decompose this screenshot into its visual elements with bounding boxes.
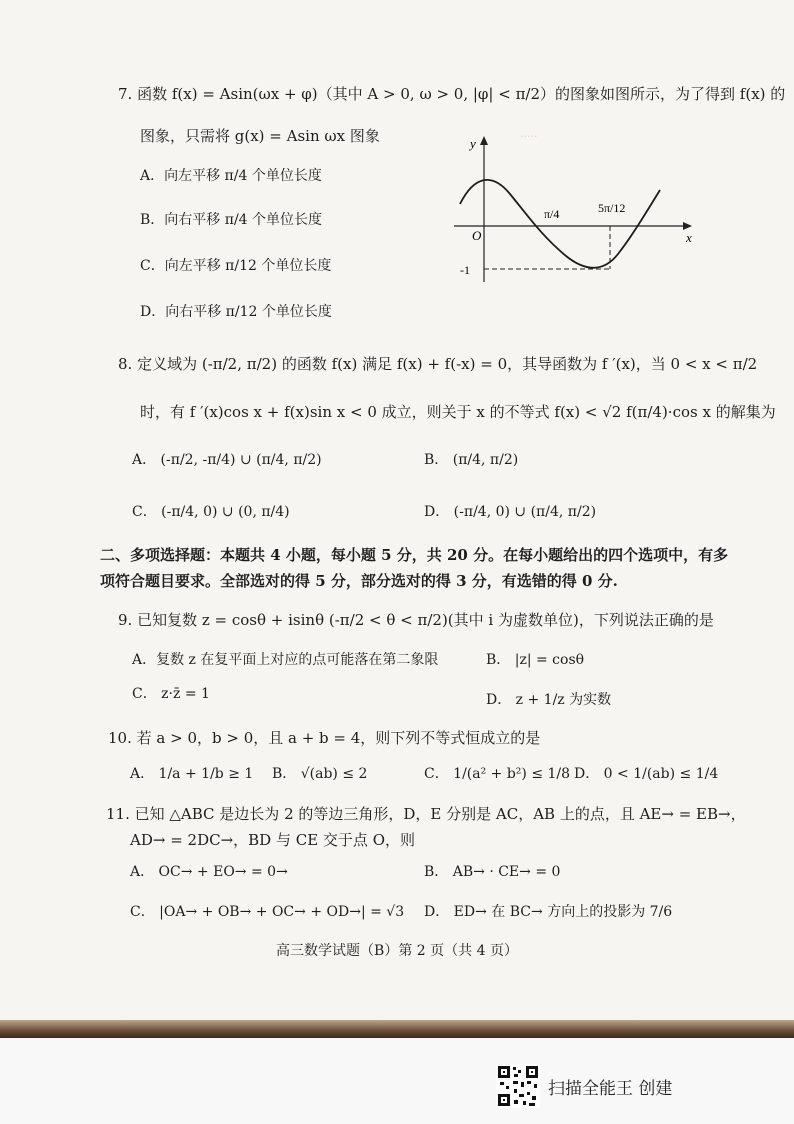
q7-option-b: B．向右平移 π/4 个单位长度 [140, 212, 323, 228]
graph-x-label: x [686, 230, 692, 245]
section2-line2: 项符合题目要求。全部选对的得 5 分，部分选对的得 3 分，有选错的得 0 分. [100, 572, 618, 590]
q7-sine-graph [448, 132, 698, 292]
q9-option-b: B． |z| = cosθ [486, 652, 585, 668]
q11-stem-line1: 11. 已知 △ABC 是边长为 2 的等边三角形，D，E 分别是 AC，AB 上的点，且 AE→ = EB→， [106, 805, 746, 823]
graph-tick-pi-4: π/4 [544, 207, 560, 221]
y-axis-arrow [480, 136, 488, 145]
page-footer: 高三数学试题（B）第 2 页（共 4 页） [276, 943, 518, 959]
q8-option-c: C． (-π/4, 0) ∪ (0, π/4) [132, 504, 290, 520]
q7-option-c: C．向左平移 π/12 个单位长度 [140, 258, 332, 274]
graph-min-label: -1 [460, 263, 470, 277]
q8-stem-line1: 8. 定义域为 (-π/2, π/2) 的函数 f(x) 满足 f(x) + f(-x) = 0，其导函数为 f ′(x)，当 0 < x < π/2 [118, 355, 758, 373]
scan-margin [0, 1038, 794, 1124]
scanner-watermark [496, 1064, 672, 1108]
q7-option-a: A．向左平移 π/4 个单位长度 [140, 168, 322, 184]
q10-option-a: A． 1/a + 1/b ≥ 1 [130, 766, 254, 782]
q8-option-a: A． (-π/2, -π/4) ∪ (π/4, π/2) [132, 452, 322, 468]
q10-stem: 10. 若 a > 0，b > 0，且 a + b = 4，则下列不等式恒成立的是 [108, 729, 541, 747]
x-axis-arrow [683, 222, 692, 230]
q8-stem-line2: 时，有 f ′(x)cos x + f(x)sin x < 0 成立，则关于 x 的不等式 f(x) < √2 f(π/4)·cos x 的解集为 [140, 403, 776, 421]
q9-stem: 9. 已知复数 z = cosθ + isinθ (-π/2 < θ < π/2)(其中 i 为虚数单位)，下列说法正确的是 [118, 611, 714, 629]
bleed-through-text: ····· [520, 130, 538, 143]
graph-y-label: y [470, 136, 476, 151]
graph-tick-5pi-12: 5π/12 [598, 201, 626, 215]
q8-option-b: B． (π/4, π/2) [424, 452, 519, 468]
scanner-text: 扫描全能王 创建 [548, 1078, 673, 1099]
q9-option-d: D． z + 1/z 为实数 [486, 692, 612, 708]
q11-option-a: A． OC→ + EO→ = 0→ [130, 864, 288, 880]
q10-option-d: D． 0 < 1/(ab) ≤ 1/4 [574, 766, 719, 782]
q7-stem-line2: 图象，只需将 g(x) = Asin ωx 图象 [140, 127, 380, 145]
q7-stem-line1: 7. 函数 f(x) = Asin(ωx + φ)（其中 A > 0, ω > 0, |φ| < π/2）的图象如图所示，为了得到 f(x) 的 [118, 85, 786, 103]
q11-option-c: C． |OA→ + OB→ + OC→ + OD→| = √3 [130, 904, 405, 920]
graph-origin-label: O [472, 228, 482, 243]
qr-code-icon [496, 1064, 540, 1108]
q11-option-d: D． ED→ 在 BC→ 方向上的投影为 7/6 [424, 904, 673, 920]
q9-option-a: A．复数 z 在复平面上对应的点可能落在第二象限 [132, 652, 439, 668]
q11-option-b: B． AB→ · CE→ = 0 [424, 864, 561, 880]
q8-option-d: D． (-π/4, 0) ∪ (π/4, π/2) [424, 504, 597, 520]
q9-option-c: C． z·z̄ = 1 [132, 686, 210, 702]
q10-option-b: B． √(ab) ≤ 2 [272, 766, 368, 782]
sine-curve [460, 180, 660, 268]
section2-line1: 二、多项选择题：本题共 4 小题，每小题 5 分，共 20 分。在每小题给出的四个选项中，有多 [100, 546, 729, 564]
scan-edge-band [0, 1020, 794, 1038]
q7-option-d: D．向右平移 π/12 个单位长度 [140, 304, 332, 320]
q10-option-c: C． 1/(a² + b²) ≤ 1/8 [424, 766, 571, 782]
q11-stem-line2: AD→ = 2DC→，BD 与 CE 交于点 O，则 [130, 831, 415, 849]
